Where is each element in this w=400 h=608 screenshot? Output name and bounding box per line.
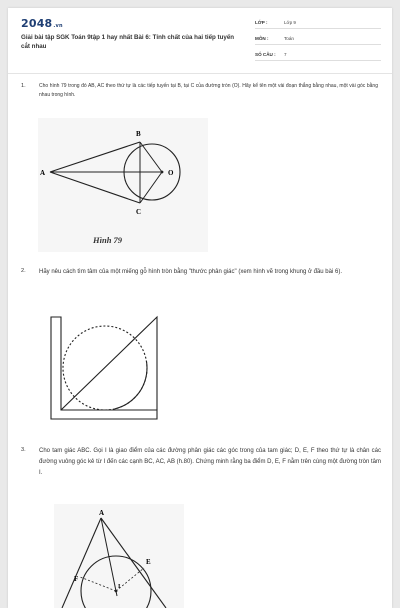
question-1 [21,82,378,102]
page-title: Giải bài tập SGK Toán 9tập 1 hay nhất Bài 6: Tính chất của hai tiếp tuyến cắt nhau [21,34,235,50]
header-divider [8,73,392,74]
label-o: O [168,169,174,177]
question-number: 3. [21,447,26,453]
logo-text: 2048 [21,17,53,30]
question-text: Hãy nêu cách tìm tâm của một miếng gỗ hình tròn bằng "thước phân giác" (xem hình vẽ trong khung ở đầu bài 6). [39,269,342,275]
question-3 [21,446,381,496]
meta-key: MÔN : [255,36,269,41]
label-c: C [136,208,142,216]
label-a: A [99,509,105,517]
figure-79 [38,118,208,252]
meta-value: 7 [284,52,287,57]
label-f: F [74,575,79,583]
label-a: A [40,169,46,177]
meta-question-count [255,50,381,61]
question-2 [21,267,378,287]
page [8,8,392,608]
question-number: 1. [21,83,26,89]
meta-value: Toán [284,36,294,41]
label-b: B [136,130,141,138]
question-text: Cho hình 79 trong đó AB, AC theo thứ tự là các tiếp tuyến tại B, tại C của đường tròn (O). Hãy kể tên một vài đoạn thẳng bằng nhau, một vài góc bằng nhau trong hình. [39,83,378,98]
site-logo[interactable] [21,17,63,30]
meta-key: SỐ CÂU : [255,52,276,57]
label-i: I [118,584,121,590]
label-e: E [146,558,151,566]
logo-suffix: .vn [53,23,63,29]
meta-value: Lớp 9 [284,20,296,25]
figure-caption: Hình 79 [93,235,123,245]
meta-subject [255,34,381,45]
figure-bisector-ruler [48,314,168,424]
figure-80 [54,504,184,608]
question-number: 2. [21,268,26,274]
meta-key: LỚP : [255,20,268,25]
question-text: Cho tam giác ABC. Gọi I là giao điểm của các đường phân giác các góc trong của tam giác; D, E, F theo thứ tự là chân các đường vuông góc kẻ từ I đến các cạnh BC, AC, AB (h.80). Chứng minh rằng ba điểm D, E, F nằm trên cùng một đường tròn tâm I. [39,448,381,477]
meta-class [255,18,381,29]
